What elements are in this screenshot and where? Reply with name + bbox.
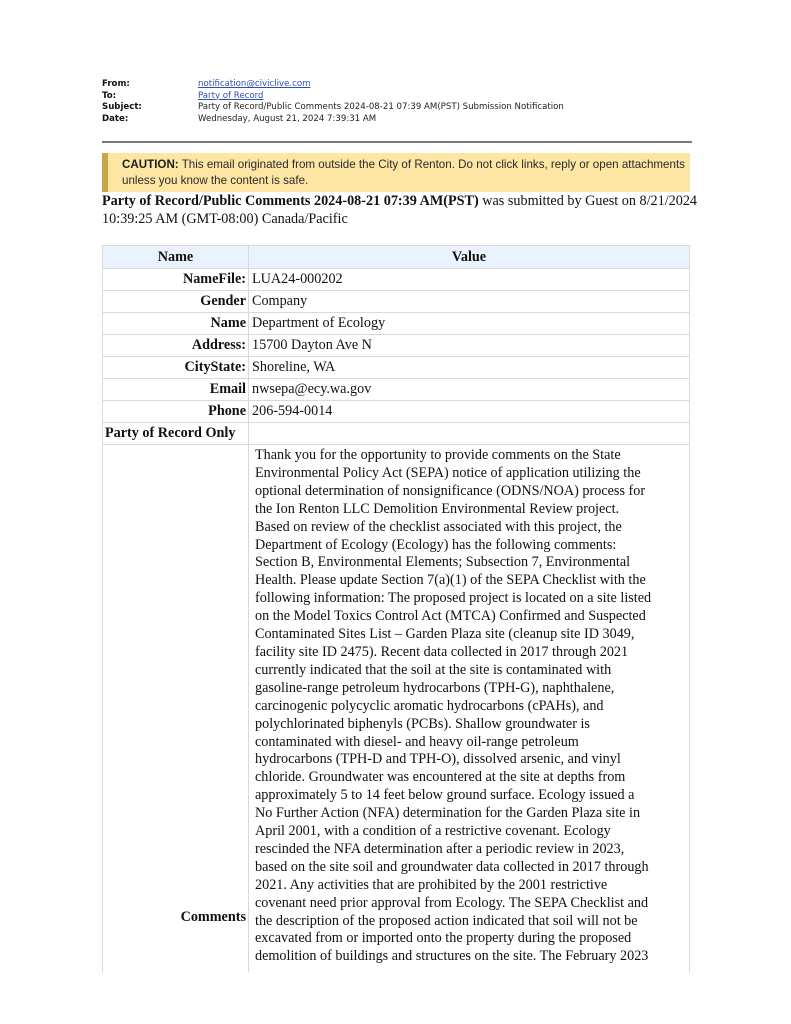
field-value (249, 423, 690, 445)
caution-text: This email originated from outside the City of Renton. Do not click links, reply or open attachments unless you know the content is safe. (122, 158, 685, 187)
field-name: Address: (103, 335, 249, 357)
table-row-citystate (103, 357, 690, 379)
submission-table (102, 245, 690, 972)
from-label: From: (102, 79, 130, 89)
subject-value: Party of Record/Public Comments 2024-08-21 07:39 AM(PST) Submission Notification (198, 102, 564, 112)
email-header (102, 79, 692, 125)
field-name: Name (103, 313, 249, 335)
field-value: Company (249, 291, 690, 313)
field-name: Email (103, 379, 249, 401)
field-value: 15700 Dayton Ave N (249, 335, 690, 357)
to-link[interactable]: Party of Record (198, 90, 264, 101)
table-row-namefile (103, 269, 690, 291)
date-row (102, 114, 692, 126)
table-row-phone (103, 401, 690, 423)
table-row-comments (103, 445, 690, 973)
table-row-gender (103, 291, 690, 313)
form-title: Party of Record/Public Comments 2024-08-21 07:39 AM(PST) (102, 193, 479, 209)
field-name: NameFile: (103, 269, 249, 291)
header-divider (102, 141, 692, 143)
field-value: LUA24-000202 (249, 269, 690, 291)
field-name: Gender (103, 291, 249, 313)
date-value: Wednesday, August 21, 2024 7:39:31 AM (198, 113, 377, 124)
field-value: nwsepa@ecy.wa.gov (249, 379, 690, 401)
from-link[interactable]: notification@civiclive.com (198, 79, 311, 89)
column-header-value: Value (249, 246, 690, 269)
field-name: Party of Record Only (103, 423, 249, 445)
field-value: 206-594-0014 (249, 401, 690, 423)
submission-details: was submitted by Guest on 8/21/2024 10:39:25 AM (GMT-08:00) Canada/Pacific (102, 193, 698, 227)
table-row-name (103, 313, 690, 335)
table-row-party-of-record-only (103, 423, 690, 445)
date-label: Date: (102, 113, 129, 124)
from-row (102, 79, 692, 91)
caution-banner (102, 153, 690, 192)
field-name: Phone (103, 401, 249, 423)
field-name: CityState: (103, 357, 249, 379)
column-header-name: Name (103, 246, 249, 269)
subject-row (102, 102, 692, 114)
field-value: Department of Ecology (249, 313, 690, 335)
comments-text: Thank you for the opportunity to provide comments on the State Environmental Policy Act (SEPA) notice of application utilizing the optional determination of nonsignificance (ODNS/NOA) process for the Ion Renton LLC Demolition Environmental Review project. Based on review of the checklist associated with this project, the Department of Ecology (Ecology) has the following comments: Section B, Environmental Elements; Subsection 7, Environmental Health. Please update Section 7(a)(1) of the SEPA Checklist with the following information: The proposed project is located on a site listed on the Model Toxics Control Act (MTCA) Confirmed and Suspected Contaminated Sites List – Garden Plaza site (cleanup site ID 3049, facility site ID 2475). Recent data collected in 2017 through 2021 currently indicated that the soil at the site is contaminated with gasoline-range petroleum hydrocarbons (TPH-G), naphthalene, carcinogenic polycyclic aromatic hydrocarbons (cPAHs), and polychlorinated biphenyls (PCBs). Shallow groundwater is contaminated with diesel- and heavy oil-range petroleum hydrocarbons (TPH-D and TPH-O), dissolved arsenic, and vinyl chloride. Groundwater was encountered at the site at depths from approximately 5 to 14 feet below ground surface. Ecology issued a No Further Action (NFA) determination for the Garden Plaza site in April 2001, with a condition of a restrictive covenant. Ecology rescinded the NFA determination after a periodic review in 2023, based on the site soil and groundwater data collected in 2017 through 2021. Any activities that are prohibited by the 2001 restrictive covenant need prior approval from Ecology. The SEPA Checklist and the description of the proposed action indicated that soil will not be excavated from or imported onto the property during the proposed demolition of buildings and structures on the site. The February 2023 (255, 447, 652, 965)
table-header-row (103, 246, 690, 269)
table-row-email (103, 379, 690, 401)
comments-cell (249, 445, 690, 973)
comments-label: Comments (103, 445, 249, 973)
caution-label: CAUTION: (122, 158, 179, 171)
to-row (102, 91, 692, 103)
to-label: To: (102, 90, 117, 101)
submission-intro (102, 193, 702, 228)
table-row-address (103, 335, 690, 357)
field-value: Shoreline, WA (249, 357, 690, 379)
subject-label: Subject: (102, 102, 142, 112)
